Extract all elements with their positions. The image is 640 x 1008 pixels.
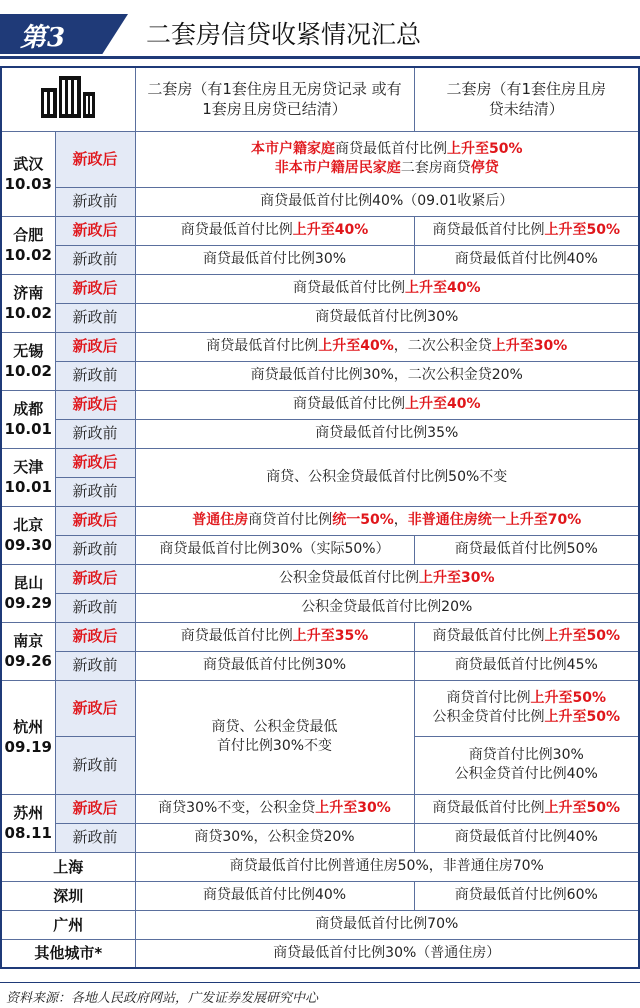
old-policy-label: 新政前 bbox=[55, 477, 135, 506]
city-cell: 杭州 09.19 bbox=[1, 680, 55, 794]
policy-cell: 商贷、公积金贷最低首付比例50%不变 bbox=[135, 448, 639, 506]
policy-cell: 商贷最低首付比例45% bbox=[414, 651, 639, 680]
new-policy-label: 新政后 bbox=[55, 390, 135, 419]
policy-cell: 商贷30%不变，公积金贷上升至30% bbox=[135, 794, 414, 823]
table-row bbox=[1, 823, 639, 852]
table-row bbox=[1, 448, 639, 477]
old-policy-label: 新政前 bbox=[55, 187, 135, 216]
table-row bbox=[1, 535, 639, 564]
new-policy-label: 新政后 bbox=[55, 216, 135, 245]
policy-cell: 商贷最低首付比例40%（09.01收紧后） bbox=[135, 187, 639, 216]
table-row bbox=[1, 939, 639, 968]
new-policy-label: 新政后 bbox=[55, 564, 135, 593]
table-row bbox=[1, 274, 639, 303]
city-cell: 无锡 10.02 bbox=[1, 332, 55, 390]
old-policy-label: 新政前 bbox=[55, 823, 135, 852]
table-row bbox=[1, 245, 639, 274]
old-policy-label: 新政前 bbox=[55, 593, 135, 622]
table-row bbox=[1, 419, 639, 448]
page-title: 二套房信贷收紧情况汇总 bbox=[146, 20, 422, 49]
policy-cell: 商贷最低首付比例30% bbox=[135, 651, 414, 680]
old-policy-label: 新政前 bbox=[55, 651, 135, 680]
table-row bbox=[1, 794, 639, 823]
policy-table bbox=[0, 66, 640, 969]
policy-cell: 本市户籍家庭商贷最低首付比例上升至50% 非本市户籍居民家庭二套房商贷停贷 bbox=[135, 131, 639, 187]
new-policy-label: 新政后 bbox=[55, 274, 135, 303]
new-policy-label: 新政后 bbox=[55, 448, 135, 477]
policy-cell: 商贷最低首付比例35% bbox=[135, 419, 639, 448]
policy-cell: 商贷最低首付比例50% bbox=[414, 535, 639, 564]
policy-cell: 商贷30%，公积金贷20% bbox=[135, 823, 414, 852]
policy-cell: 商贷最低首付比例上升至40% bbox=[135, 216, 414, 245]
table-row bbox=[1, 593, 639, 622]
footer-divider bbox=[0, 982, 640, 983]
city-cell: 济南 10.02 bbox=[1, 274, 55, 332]
table-row bbox=[1, 131, 639, 187]
policy-cell: 商贷最低首付比例40% bbox=[414, 823, 639, 852]
old-policy-label: 新政前 bbox=[55, 245, 135, 274]
old-policy-label: 新政前 bbox=[55, 419, 135, 448]
old-policy-label: 新政前 bbox=[55, 303, 135, 332]
policy-cell: 商贷最低首付比例上升至40% bbox=[135, 274, 639, 303]
policy-cell: 公积金贷最低首付比例20% bbox=[135, 593, 639, 622]
city-cell: 北京 09.30 bbox=[1, 506, 55, 564]
column-header-b: 二套房（有1套住房且房贷未结清） bbox=[414, 67, 639, 131]
city-cell: 深圳 bbox=[1, 881, 135, 910]
policy-cell: 商贷最低首付比例40% bbox=[414, 245, 639, 274]
policy-cell: 商贷最低首付比例上升至40% bbox=[135, 390, 639, 419]
policy-cell: 商贷最低首付比例上升至50% bbox=[414, 622, 639, 651]
policy-cell: 商贷最低首付比例上升至40%，二次公积金贷上升至30% bbox=[135, 332, 639, 361]
policy-cell: 公积金贷最低首付比例上升至30% bbox=[135, 564, 639, 593]
table-row bbox=[1, 303, 639, 332]
table-row bbox=[1, 651, 639, 680]
column-header-a: 二套房（有1套住房且无房贷记录 或有1套房且房贷已结清） bbox=[135, 67, 414, 131]
city-cell: 广州 bbox=[1, 910, 135, 939]
city-cell: 其他城市* bbox=[1, 939, 135, 968]
building-icon-cell bbox=[1, 67, 135, 131]
old-policy-label: 新政前 bbox=[55, 535, 135, 564]
policy-cell: 商贷最低首付比例70% bbox=[135, 910, 639, 939]
new-policy-label: 新政后 bbox=[55, 622, 135, 651]
source-note: 资料来源：各地人民政府网站，广发证券发展研究中心 bbox=[6, 991, 319, 1006]
policy-cell: 商贷首付比例上升至50% 公积金贷首付比例上升至50% bbox=[414, 680, 639, 736]
table-row bbox=[1, 187, 639, 216]
table-row bbox=[1, 910, 639, 939]
old-policy-label: 新政前 bbox=[55, 361, 135, 390]
city-cell: 成都 10.01 bbox=[1, 390, 55, 448]
city-cell: 昆山 09.29 bbox=[1, 564, 55, 622]
table-row bbox=[1, 852, 639, 881]
table-row bbox=[1, 680, 639, 736]
table-row bbox=[1, 332, 639, 361]
policy-cell: 商贷最低首付比例30% bbox=[135, 303, 639, 332]
policy-cell: 商贷首付比例30% 公积金贷首付比例40% bbox=[414, 736, 639, 794]
policy-cell: 商贷最低首付比例上升至50% bbox=[414, 216, 639, 245]
city-cell: 苏州 08.11 bbox=[1, 794, 55, 852]
policy-cell: 商贷最低首付比例40% bbox=[135, 881, 414, 910]
old-policy-label: 新政前 bbox=[55, 736, 135, 794]
new-policy-label: 新政后 bbox=[55, 506, 135, 535]
building-icon bbox=[37, 74, 99, 124]
policy-cell: 商贷最低首付比例30%（普通住房） bbox=[135, 939, 639, 968]
city-cell: 南京 09.26 bbox=[1, 622, 55, 680]
table-row bbox=[1, 881, 639, 910]
city-cell: 上海 bbox=[1, 852, 135, 881]
policy-cell: 商贷最低首付比例上升至50% bbox=[414, 794, 639, 823]
policy-cell: 商贷最低首付比例30%（实际50%） bbox=[135, 535, 414, 564]
city-cell: 武汉 10.03 bbox=[1, 131, 55, 216]
table-row bbox=[1, 361, 639, 390]
table-row bbox=[1, 564, 639, 593]
policy-cell: 商贷最低首付比例60% bbox=[414, 881, 639, 910]
new-policy-label: 新政后 bbox=[55, 680, 135, 736]
header bbox=[0, 0, 640, 60]
title-underline bbox=[0, 56, 640, 59]
policy-cell: 普通住房商贷首付比例统一50%，非普通住房统一上升至70% bbox=[135, 506, 639, 535]
table-row bbox=[1, 506, 639, 535]
table-row bbox=[1, 622, 639, 651]
city-cell: 天津 10.01 bbox=[1, 448, 55, 506]
new-policy-label: 新政后 bbox=[55, 332, 135, 361]
new-policy-label: 新政后 bbox=[55, 131, 135, 187]
policy-cell: 商贷最低首付比例30%，二次公积金贷20% bbox=[135, 361, 639, 390]
table-row bbox=[1, 216, 639, 245]
section-badge-text: 第3 bbox=[20, 23, 67, 53]
table-row bbox=[1, 390, 639, 419]
policy-cell: 商贷、公积金贷最低 首付比例30%不变 bbox=[135, 680, 414, 794]
new-policy-label: 新政后 bbox=[55, 794, 135, 823]
policy-cell: 商贷最低首付比例30% bbox=[135, 245, 414, 274]
city-cell: 合肥 10.02 bbox=[1, 216, 55, 274]
policy-cell: 商贷最低首付比例普通住房50%，非普通住房70% bbox=[135, 852, 639, 881]
table-header-row bbox=[1, 67, 639, 131]
policy-cell: 商贷最低首付比例上升至35% bbox=[135, 622, 414, 651]
